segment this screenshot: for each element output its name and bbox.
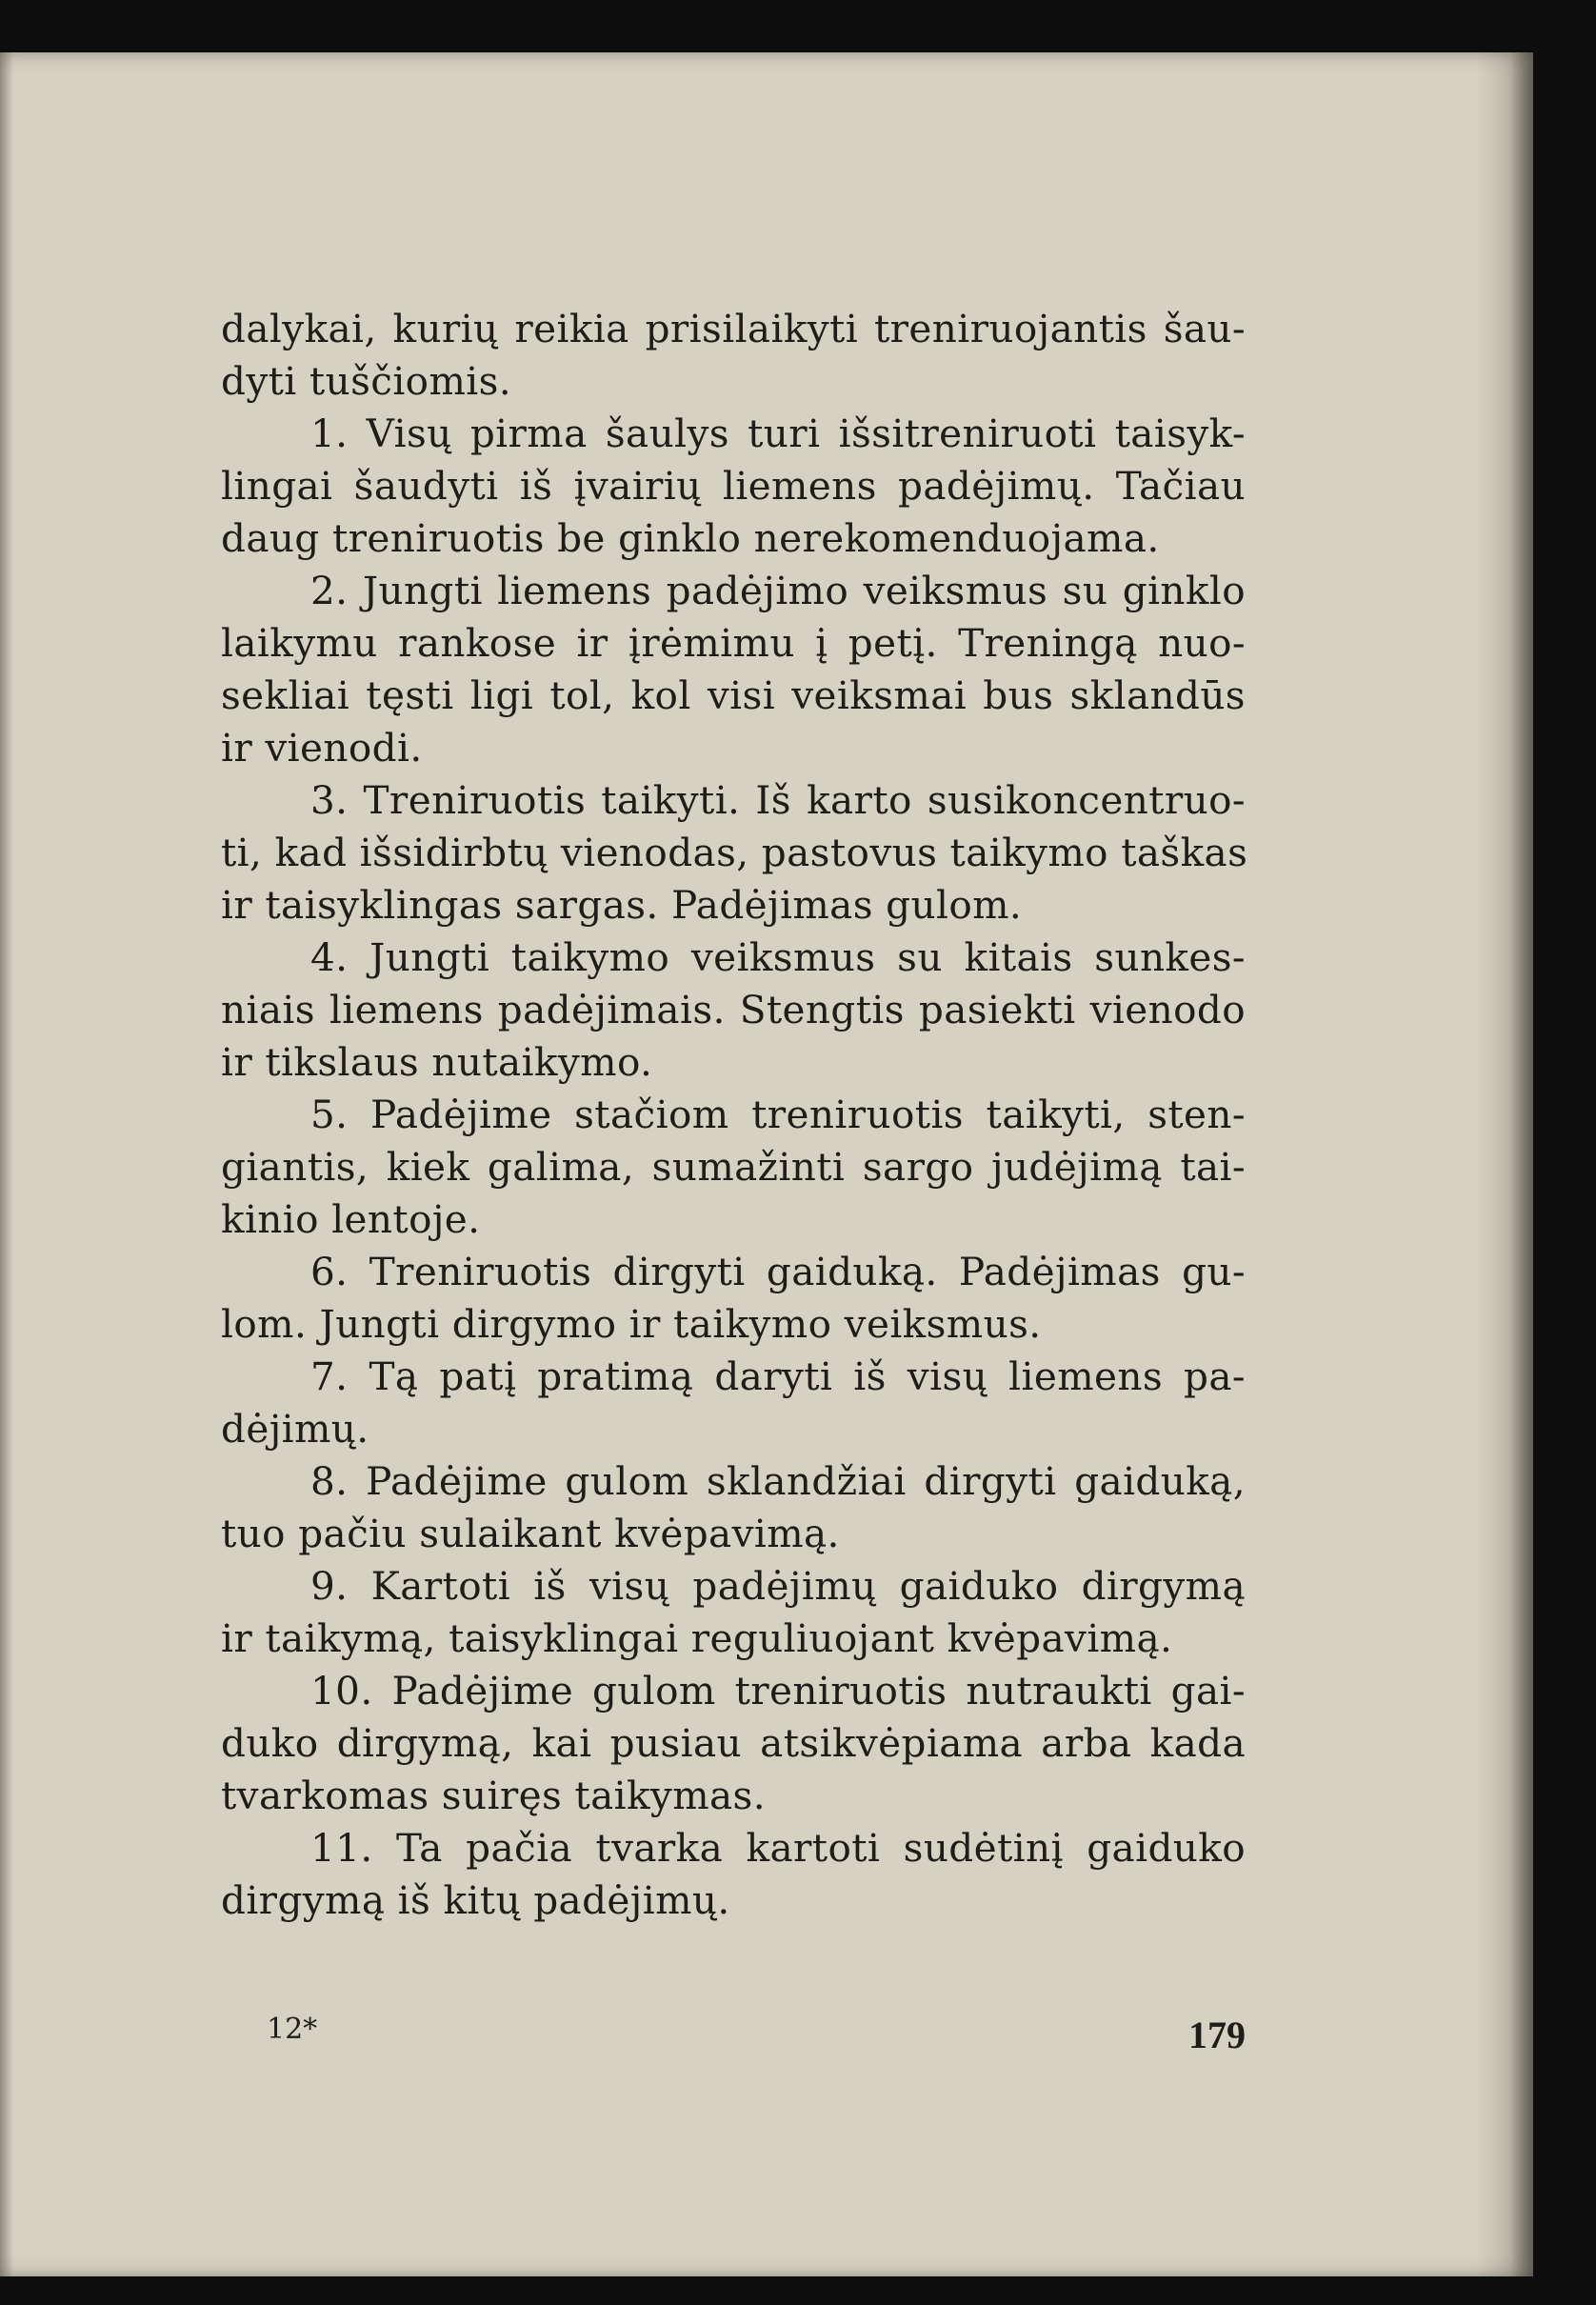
text-line: dėjimų. (221, 1406, 369, 1452)
text-line: 5. Padėjime stačiom treniruotis taikyti, sten- (310, 1092, 1246, 1137)
signature-mark: 12* (267, 2013, 318, 2046)
text-line: lom. Jungti dirgymo ir taikymo veiksmus. (221, 1301, 1042, 1347)
text-line: 3. Treniruotis taikyti. Iš karto susikoncentruo- (310, 777, 1246, 823)
text-line: 2. Jungti liemens padėjimo veiksmus su ginklo (310, 568, 1246, 613)
text-line: dirgymą iš kitų padėjimų. (221, 1877, 730, 1923)
text-line: laikymu rankose ir įrėmimu į petį. Treningą nuo- (221, 620, 1246, 666)
text-line: 10. Padėjime gulom treniruotis nutraukti gai- (310, 1668, 1246, 1714)
text-line: 1. Visų pirma šaulys turi išsitreniruoti taisyk- (310, 411, 1246, 456)
text-line: giantis, kiek galima, sumažinti sargo judėjimą tai- (221, 1144, 1246, 1190)
numbered-paragraph (221, 408, 1246, 565)
text-line: niais liemens padėjimais. Stengtis pasiekti vienodo (221, 987, 1246, 1032)
body-text (221, 303, 1246, 1927)
text-line: 8. Padėjime gulom sklandžiai dirgyti gaiduką, (310, 1458, 1246, 1504)
numbered-paragraph (221, 1246, 1246, 1351)
numbered-paragraph (221, 932, 1246, 1089)
text-line: ir taisyklingas sargas. Padėjimas gulom. (221, 882, 1023, 928)
numbered-paragraph (221, 774, 1246, 932)
numbered-paragraph (221, 1455, 1246, 1560)
numbered-paragraph (221, 1351, 1246, 1455)
text-line: ir taikymą, taisyklingai reguliuojant kvėpavimą. (221, 1615, 1173, 1661)
numbered-paragraph (221, 1665, 1246, 1822)
text-line: 4. Jungti taikymo veiksmus su kitais sunkes- (310, 934, 1246, 980)
page-left-edge (0, 52, 13, 2276)
numbered-paragraph (221, 1560, 1246, 1665)
text-line: 7. Tą patį pratimą daryti iš visų liemens pa- (310, 1353, 1246, 1399)
text-line: kinio lentoje. (221, 1196, 481, 1242)
text-line: ir vienodi. (221, 725, 423, 771)
text-line: dalykai, kurių reikia prisilaikyti treniruojantis šau- (221, 306, 1246, 351)
page-footer (221, 2013, 1246, 2070)
text-line: ir tikslaus nutaikymo. (221, 1039, 653, 1085)
page-number: 179 (1188, 2014, 1246, 2056)
text-line: tuo pačiu sulaikant kvėpavimą. (221, 1511, 840, 1556)
text-line: 9. Kartoti iš visų padėjimų gaiduko dirgymą (310, 1563, 1246, 1609)
text-line: 6. Treniruotis dirgyti gaiduką. Padėjimas gu- (310, 1249, 1246, 1294)
text-line: 11. Ta pačia tvarka kartoti sudėtinį gaiduko (310, 1825, 1246, 1871)
text-line: dyti tuščiomis. (221, 358, 512, 404)
text-line: ti, kad išsidirbtų vienodas, pastovus taikymo taškas (221, 830, 1248, 875)
numbered-paragraph (221, 1822, 1246, 1927)
text-line: daug treniruotis be ginklo nerekomenduojama. (221, 515, 1160, 561)
text-line: tvarkomas suiręs taikymas. (221, 1773, 767, 1818)
continuation-paragraph (221, 303, 1246, 408)
text-line: duko dirgymą, kai pusiau atsikvėpiama arba kada (221, 1720, 1246, 1766)
text-line: lingai šaudyti iš įvairių liemens padėjimų. Tačiau (221, 463, 1246, 509)
numbered-paragraph (221, 1089, 1246, 1246)
numbered-paragraph (221, 565, 1246, 774)
text-line: sekliai tęsti ligi tol, kol visi veiksmai bus sklandūs (221, 672, 1246, 718)
page-right-edge (1476, 52, 1533, 2276)
